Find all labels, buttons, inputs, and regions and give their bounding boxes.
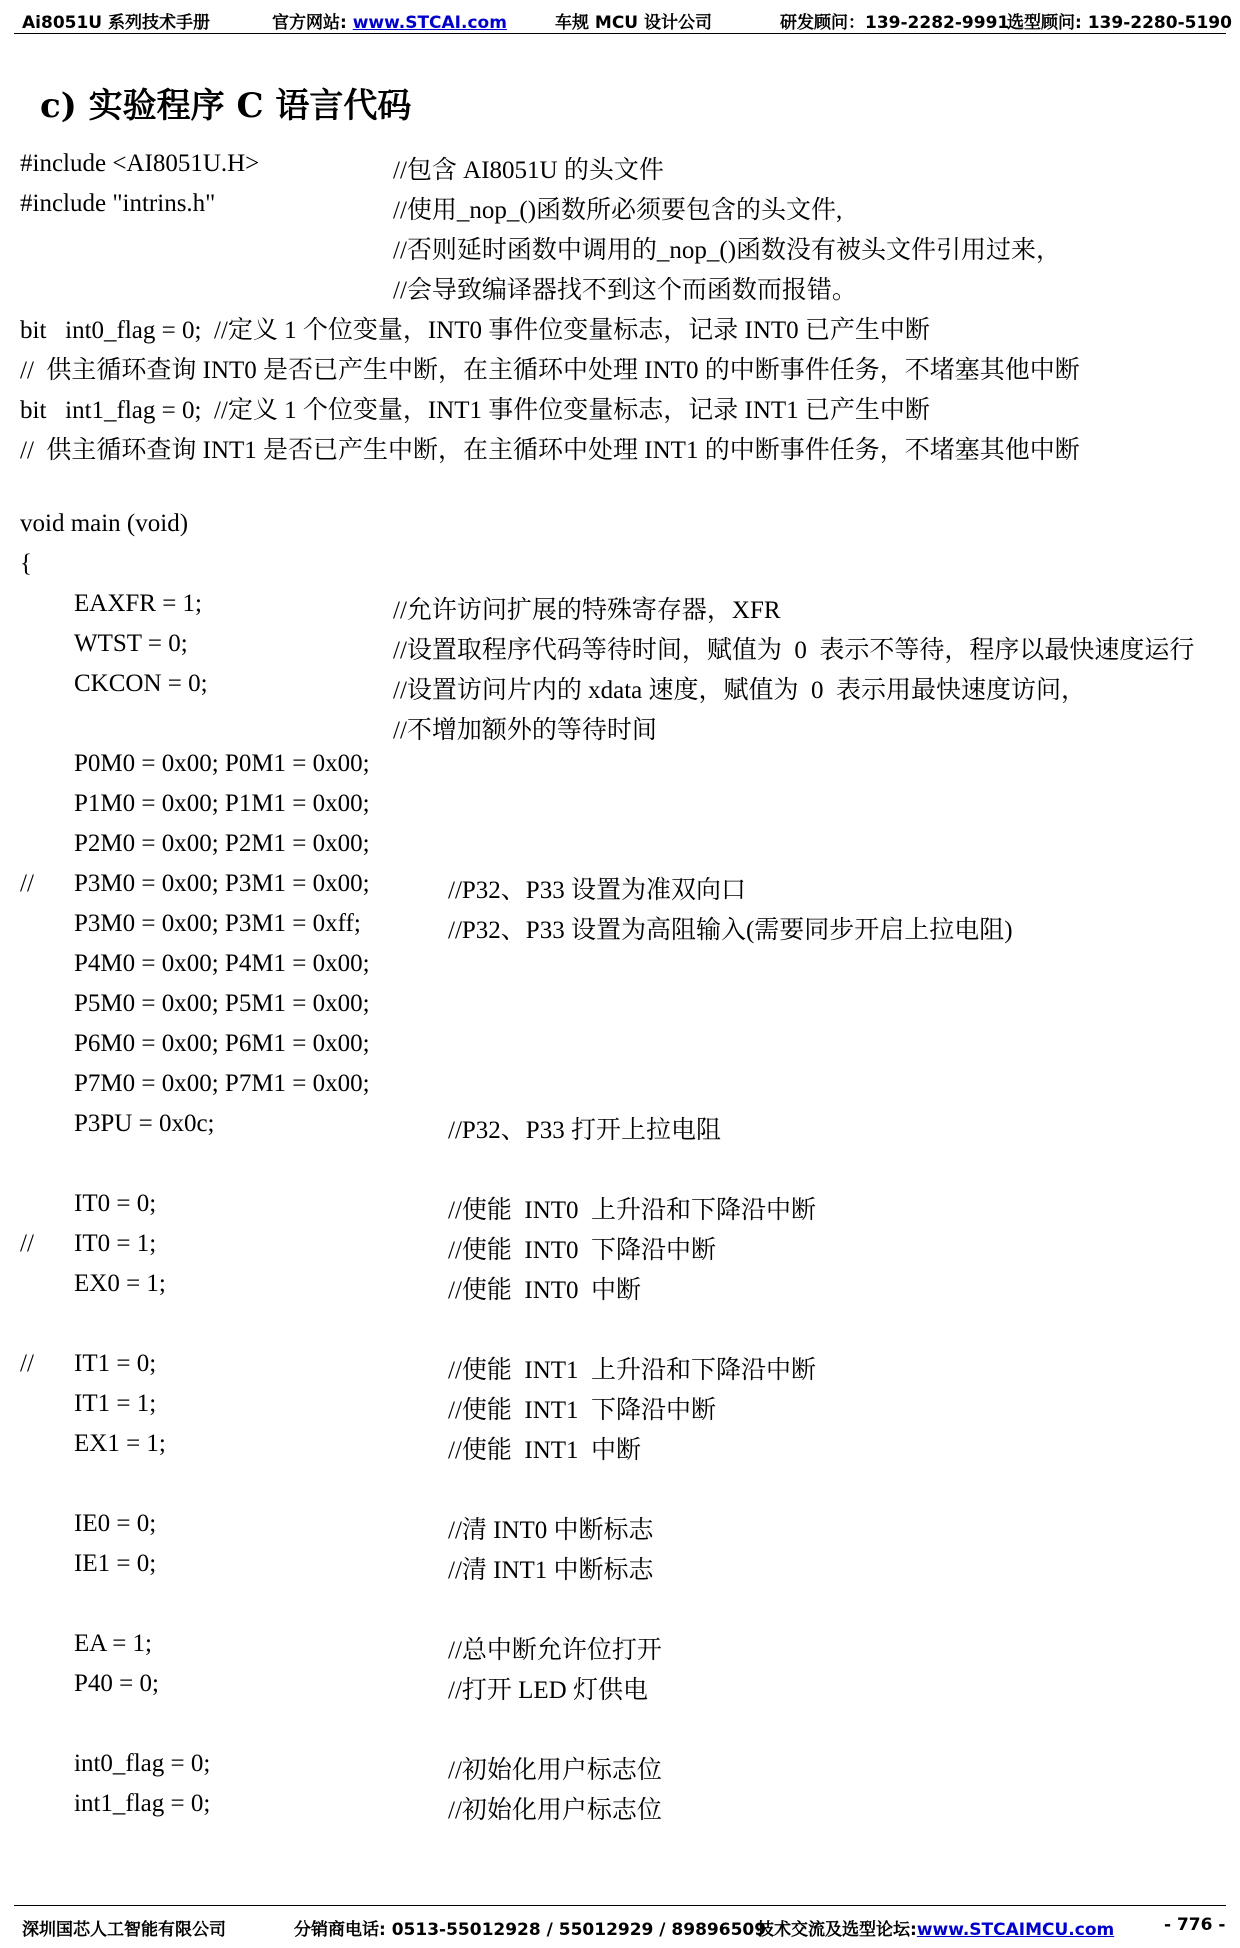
code-comment: //不增加额外的等待时间 — [393, 717, 657, 744]
code-comment: //初始化用户标志位 — [448, 1757, 662, 1784]
code-statement: EA = 1; — [74, 1630, 152, 1657]
code-statement: P2M0 = 0x00; P2M1 = 0x00; — [74, 830, 370, 857]
code-statement: bit int1_flag = 0; //定义 1 个位变量，INT1 事件位变量标志，记录 INT1 已产生中断 — [20, 397, 930, 424]
header-official-site — [272, 8, 507, 33]
code-comment-marker: // — [20, 1230, 34, 1257]
code-statement: { — [20, 550, 32, 577]
footer-page-number: - 776 - — [1164, 1915, 1226, 1935]
code-comment: //清 INT1 中断标志 — [448, 1557, 654, 1584]
code-comment: //P32、P33 设置为准双向口 — [448, 877, 746, 904]
code-statement: P3M0 = 0x00; P3M1 = 0xff; — [74, 910, 361, 937]
code-statement: P1M0 = 0x00; P1M1 = 0x00; — [74, 790, 370, 817]
code-comment: //使能 INT1 中断 — [448, 1437, 642, 1464]
code-comment-marker: // — [20, 870, 34, 897]
code-comment: //使用_nop_()函数所必须要包含的头文件, — [393, 197, 843, 224]
code-statement: EAXFR = 1; — [74, 590, 203, 617]
footer-phone: 分销商电话: 0513-55012928 / 55012929 / 89896509 — [294, 1920, 767, 1940]
code-comment: //使能 INT0 下降沿中断 — [448, 1237, 717, 1264]
header-divider — [14, 33, 1226, 34]
footer-forum-label: 技术交流及选型论坛: — [757, 1920, 917, 1940]
code-comment: //打开 LED 灯供电 — [448, 1677, 648, 1704]
header-sel-contact: 选型顾问: 139-2280-5190 — [1007, 13, 1232, 33]
code-comment: //设置取程序代码等待时间，赋值为 0 表示不等待，程序以最快速度运行 — [393, 637, 1195, 664]
code-statement: int1_flag = 0; — [74, 1790, 211, 1817]
code-statement: IE1 = 0; — [74, 1550, 157, 1577]
footer-company: 深圳国芯人工智能有限公司 — [22, 1920, 226, 1940]
code-statement: P3M0 = 0x00; P3M1 = 0x00; — [74, 870, 370, 897]
page-footer — [22, 1911, 1226, 1940]
code-statement: #include <AI8051U.H> — [20, 150, 260, 177]
code-statement: P5M0 = 0x00; P5M1 = 0x00; — [74, 990, 370, 1017]
code-statement: IT1 = 1; — [74, 1390, 157, 1417]
code-statement: IT0 = 0; — [74, 1190, 157, 1217]
code-statement: // 供主循环查询 INT0 是否已产生中断，在主循环中处理 INT0 的中断事件任务，不堵塞其他中断 — [20, 357, 1080, 384]
code-statement: P6M0 = 0x00; P6M1 = 0x00; — [74, 1030, 370, 1057]
header-company: 车规 MCU 设计公司 — [555, 13, 713, 33]
footer-forum — [757, 1915, 1114, 1940]
header-manual-title: Ai8051U 系列技术手册 — [22, 13, 211, 33]
code-comment: //总中断允许位打开 — [448, 1637, 662, 1664]
code-comment: //包含 AI8051U 的头文件 — [393, 157, 664, 184]
code-statement: CKCON = 0; — [74, 670, 208, 697]
code-statement: WTST = 0; — [74, 630, 188, 657]
code-statement: IT0 = 1; — [74, 1230, 157, 1257]
code-comment: //会导致编译器找不到这个而函数而报错。 — [393, 277, 857, 304]
code-comment-marker: // — [20, 1350, 34, 1377]
code-statement: P40 = 0; — [74, 1670, 159, 1697]
code-statement: EX1 = 1; — [74, 1430, 166, 1457]
code-comment: //设置访问片内的 xdata 速度，赋值为 0 表示用最快速度访问， — [393, 677, 1087, 704]
code-comment: //使能 INT1 上升沿和下降沿中断 — [448, 1357, 817, 1384]
page-header — [22, 6, 1232, 33]
code-statement: P0M0 = 0x00; P0M1 = 0x00; — [74, 750, 370, 777]
code-comment: //清 INT0 中断标志 — [448, 1517, 654, 1544]
header-rd-contact: 研发顾问：139-2282-9991 — [780, 13, 1010, 33]
code-statement: bit int0_flag = 0; //定义 1 个位变量，INT0 事件位变量标志，记录 INT0 已产生中断 — [20, 317, 930, 344]
code-statement: P7M0 = 0x00; P7M1 = 0x00; — [74, 1070, 370, 1097]
code-comment: //P32、P33 设置为高阻输入(需要同步开启上拉电阻) — [448, 917, 1013, 944]
code-comment: //使能 INT0 中断 — [448, 1277, 642, 1304]
code-statement: #include "intrins.h" — [20, 190, 216, 217]
footer-divider — [14, 1905, 1226, 1906]
footer-forum-link[interactable]: www.STCAIMCU.com — [916, 1920, 1115, 1940]
header-site-label: 官方网站: — [272, 13, 353, 33]
code-comment: //使能 INT1 下降沿中断 — [448, 1397, 717, 1424]
code-statement: IT1 = 0; — [74, 1350, 157, 1377]
code-comment: //允许访问扩展的特殊寄存器，XFR — [393, 597, 781, 624]
header-site-link[interactable]: www.STCAI.com — [352, 13, 507, 33]
code-statement: IE0 = 0; — [74, 1510, 157, 1537]
code-statement: void main (void) — [20, 510, 189, 537]
code-comment: //初始化用户标志位 — [448, 1797, 662, 1824]
code-comment: //使能 INT0 上升沿和下降沿中断 — [448, 1197, 817, 1224]
code-statement: int0_flag = 0; — [74, 1750, 211, 1777]
code-statement: P4M0 = 0x00; P4M1 = 0x00; — [74, 950, 370, 977]
section-title: c) 实验程序 C 语言代码 — [40, 86, 412, 126]
code-statement: EX0 = 1; — [74, 1270, 166, 1297]
code-statement: P3PU = 0x0c; — [74, 1110, 215, 1137]
code-comment: //P32、P33 打开上拉电阻 — [448, 1117, 721, 1144]
code-statement: // 供主循环查询 INT1 是否已产生中断，在主循环中处理 INT1 的中断事件任务，不堵塞其他中断 — [20, 437, 1080, 464]
code-comment: //否则延时函数中调用的_nop_()函数没有被头文件引用过来， — [393, 237, 1062, 264]
